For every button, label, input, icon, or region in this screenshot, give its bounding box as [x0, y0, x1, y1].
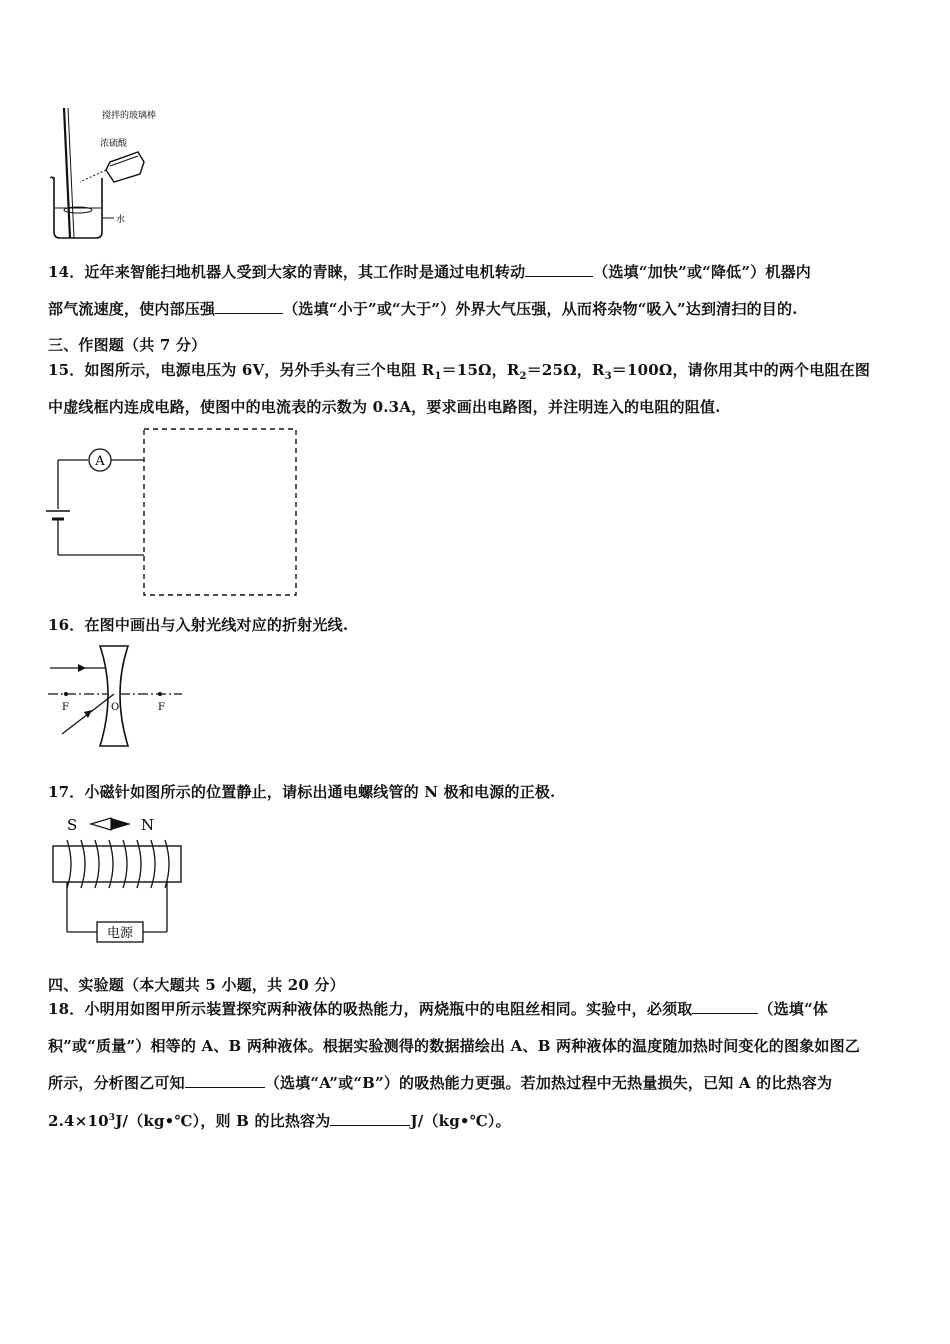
acid-label: 浓硫酸 [100, 139, 128, 149]
section-3-title: 三、作图题（共 7 分） [48, 336, 207, 354]
q18-text-e: 2.4×10 [48, 1112, 109, 1130]
iron-core [53, 846, 181, 882]
dashed-box [144, 429, 296, 595]
q18-line4 [48, 1110, 511, 1131]
q14-text-c: 部气流速度，使内部压强 [48, 300, 216, 318]
q15-line1 [48, 359, 870, 382]
q14-line2 [48, 298, 798, 319]
rod-label: 搅拌的玻璃棒 [102, 111, 157, 121]
q15-text-d: ＝100Ω，请你用其中的两个电阻在图 [611, 361, 871, 379]
q18-text-a: 18．小明用如图甲所示装置探究两种液体的吸热能力，两烧瓶中的电阻丝相同。实验中，必须取 [48, 1000, 693, 1018]
solenoid-figure [45, 810, 195, 950]
q14-text-a: 14．近年来智能扫地机器人受到大家的青睐，其工作时是通过电机转动 [48, 263, 526, 281]
q14-line1 [48, 261, 811, 282]
q18-text-b: （选填“体 [758, 1000, 829, 1018]
q14-blank-1[interactable] [525, 262, 593, 277]
q18-text-g: J/（kg•℃）。 [410, 1112, 511, 1130]
focus-right-label: F [158, 702, 165, 713]
circuit-figure [40, 425, 305, 600]
q18-blank-1[interactable] [692, 999, 758, 1014]
focus-left-label: F [62, 702, 69, 713]
q14-text-d: （选填“小于”或“大于”）外界大气压强，从而将杂物“吸入”达到清扫的目的. [283, 300, 798, 318]
q17-text: 17．小磁针如图所示的位置静止，请标出通电螺线管的 N 极和电源的正极. [48, 783, 556, 801]
ammeter-label: A [95, 454, 105, 469]
concave-lens [100, 646, 128, 746]
optical-center-label: O [111, 702, 120, 713]
lens-figure [42, 640, 192, 755]
q18-blank-2[interactable] [185, 1073, 265, 1088]
acid-bottle [106, 152, 144, 182]
q14-text-b: （选填“加快”或“降低”）机器内 [593, 263, 811, 281]
exponent: 3 [108, 1113, 116, 1123]
r1-subscript: 1 [434, 371, 442, 382]
needle-left-half [91, 818, 111, 830]
dilution-figure [40, 100, 170, 245]
q14-blank-2[interactable] [215, 299, 283, 314]
q15-text-c: ＝25Ω，R [526, 361, 605, 379]
q18-blank-3[interactable] [330, 1111, 410, 1126]
r2-subscript: 2 [519, 371, 527, 382]
q15-line2: 中虚线框内连成电路，使图中的电流表的示数为 0.3A，要求画出电路图，并注明连入的电阻的阻值. [48, 398, 721, 416]
r3-subscript: 3 [604, 371, 612, 382]
q18-text-c: 所示，分析图乙可知 [48, 1074, 185, 1092]
q18-text-f: J/（kg•℃），则 B 的比热容为 [115, 1112, 331, 1130]
q18-line2: 积”或“质量”）相等的 A、B 两种液体。根据实验测得的数据描绘出 A、B 两种液体的温度随加热时间变化的图象如图乙 [48, 1037, 861, 1055]
section-4-title: 四、实验题（本大题共 5 小题，共 20 分） [48, 976, 345, 994]
power-source-label: 电源 [106, 926, 134, 941]
q15-text-a: 15．如图所示，电源电压为 6V，另外手头有三个电阻 R [48, 361, 435, 379]
q15-text-b: ＝15Ω，R [441, 361, 520, 379]
water-label: 水 [116, 215, 126, 225]
q18-line3 [48, 1072, 832, 1093]
q18-line1 [48, 998, 828, 1019]
needle-right-half [111, 818, 131, 830]
needle-n-label: N [141, 816, 155, 834]
q18-text-d: （选填“A”或“B”）的吸热能力更强。若加热过程中无热量损失，已知 A 的比热容为 [264, 1074, 833, 1092]
q16-text: 16．在图中画出与入射光线对应的折射光线. [48, 616, 349, 634]
needle-s-label: S [67, 816, 78, 834]
